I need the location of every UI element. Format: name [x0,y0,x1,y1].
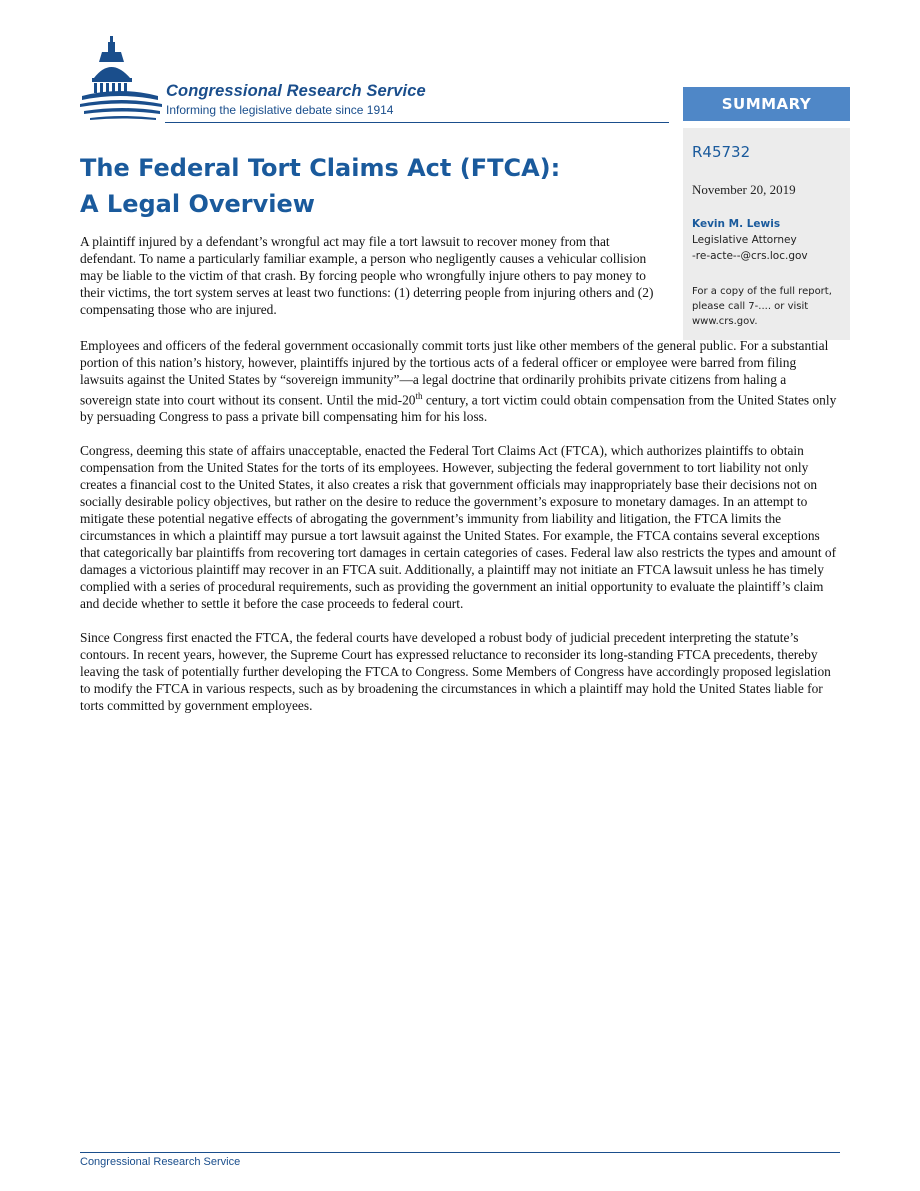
intro-paragraph: A plaintiff injured by a defendant’s wrongful act may file a tort lawsuit to recover money from that defendant. To name a particularly familiar example, a person who negligently causes a vehicular collision may be liable to the victim of that crash. By forcing people who wrongfully injure others to pay money to their victims, the tort system serves at least two functions: (1) deterring people from injuring others and (2) compensating those who are injured. [80,234,654,317]
page-title-line-1: The Federal Tort Claims Act (FTCA): [80,154,561,182]
summary-body [80,337,840,731]
summary-sidebar [683,128,850,340]
summary-tab-label: SUMMARY [721,95,812,113]
paragraph-3: Congress, deeming this state of affairs unacceptable, enacted the Federal Tort Claims Act (FTCA), which authorizes plaintiffs to obtain compensation from the United States for the torts of its employees. However, subjecting the federal government to tort liability not only creates a financial cost to the United States, it also creates a risk that government officials may inappropriately base their decisions not on socially desirable policy objectives, but rather on the desire to reduce the government’s exposure to monetary damages. In an attempt to mitigate these potential negative effects of abrogating the government’s immunity from liability and litigation, the FTCA limits the circumstances in which a plaintiff may pursue a tort lawsuit against the United States. For example, the FTCA contains several exceptions that categorically bar plaintiffs from recovering tort damages in certain categories of cases. Federal law also restricts the types and amount of damages a victorious plaintiff may recover in an FTCA suit. Additionally, a plaintiff may not initiate an FTCA lawsuit unless he has timely complied with a series of procedural requirements, such as providing the government an initial opportunity to evaluate the plaintiff’s claim and decide whether to settle it before the case proceeds to federal court. [80,443,837,612]
author-title: Legislative Attorney [692,234,797,246]
page-title [80,150,640,222]
page-title-line-2: A Legal Overview [80,190,315,218]
crs-logo [80,34,670,124]
org-tagline: Informing the legislative debate since 1914 [166,103,394,117]
footer-org-name: Congressional Research Service [80,1156,241,1168]
org-name: Congressional Research Service [166,82,426,100]
author-email[interactable]: -re-acte--@crs.loc.gov [692,250,808,262]
header-divider [165,122,669,123]
copy-note: For a copy of the full report, please call 7-.... or visit www.crs.gov. [692,286,832,327]
report-id: R45732 [692,143,751,161]
paragraph-4: Since Congress first enacted the FTCA, the federal courts have developed a robust body of judicial precedent interpreting the statute’s contours. In recent years, however, the Supreme Court has expressed reluctance to reconsider its long-standing FTCA precedents, thereby leaving the task of potentially further developing the FTCA to Congress. Some Members of Congress have accordingly proposed legislation to modify the FTCA in various respects, such as by broadening the circumstances in which a plaintiff may hold the United States liable for torts committed by government employees. [80,630,831,714]
footer-divider [80,1152,840,1153]
author-name: Kevin M. Lewis [692,218,781,230]
summary-tab [683,87,850,121]
superscript-th: th [415,391,423,401]
capitol-dome-icon [80,34,164,124]
report-date: November 20, 2019 [692,182,796,197]
paragraph-2: Employees and officers of the federal government occasionally commit torts just like other members of the general public. For a substantial portion of this nation’s history, however, plaintiffs injured by the tortious acts of a federal officer or employee were barred from filing lawsuits against the United States by “sovereign immunity”—a legal doctrine that ordinarily prohibits private citizens from haling a sovereign state into court without its consent. Until the mid-20th century, a tort victim could obtain compensation from the United States only by persuading Congress to pass a private bill compensating him for his loss. [80,338,837,425]
